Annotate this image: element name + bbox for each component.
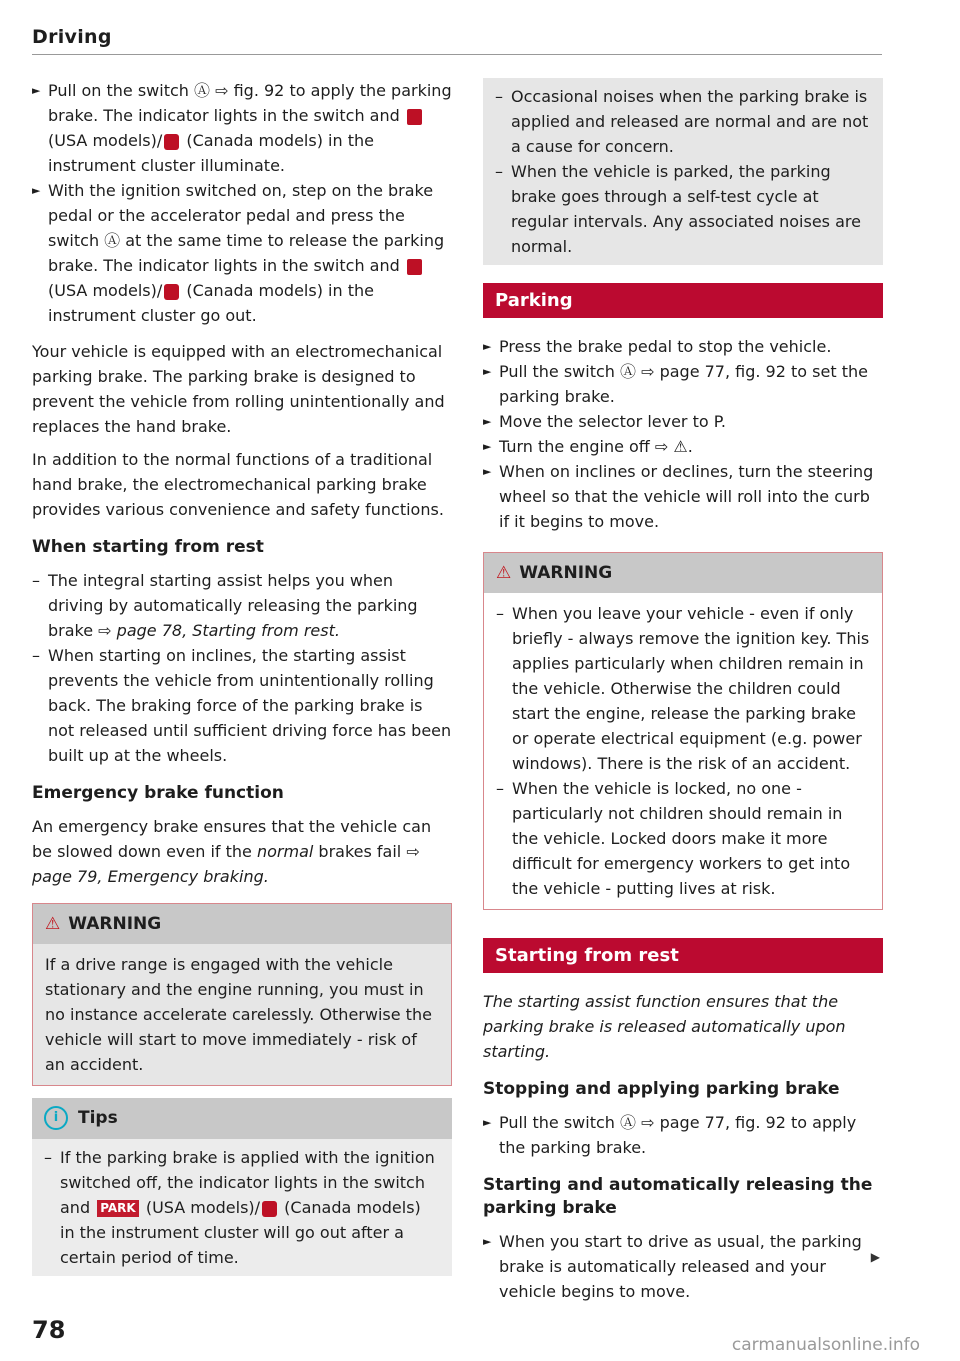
stopping-step: ► Pull the switch Ⓐ ⇨ page 77, fig. 92 to apply the parking brake.	[483, 1110, 883, 1160]
list-item: – When starting on inclines, the starting assist prevents the vehicle from unintentionally rolling back. The braking force of the parking brake is not released until sufficient driving force has been built up at the wheels.	[32, 643, 452, 768]
continue-arrow-icon: ▶	[870, 1250, 880, 1264]
list-item: – When you leave your vehicle - even if only briefly - always remove the ignition key. This applies particularly when children remain in the vehicle. Otherwise the children could start the engine, release the parking brake or operate electrical equipment (e.g. power windows). There is the risk of an accident.	[496, 601, 870, 776]
list-item: – If the parking brake is applied with the ignition switched off, the indicator lights in the switch and PARK (USA models)/ (Canada models) in the instrument cluster will go out after a certain period of time.	[44, 1145, 440, 1270]
paragraph-functions: In addition to the normal functions of a traditional hand brake, the electromechanical parking brake provides various convenience and safety functions.	[32, 450, 444, 519]
auto-release-step: ► When you start to drive as usual, the parking brake is automatically released and your vehicle begins to move.	[483, 1229, 883, 1304]
page-reference-link[interactable]: ⇨ page 79, Emergency braking.	[32, 842, 420, 886]
subheading-emergency-brake: Emergency brake function	[32, 783, 284, 803]
note-box	[483, 78, 883, 265]
page-header: Driving	[32, 26, 112, 48]
right-column	[483, 78, 883, 1304]
park-indicator-icon: PARK	[97, 1200, 139, 1217]
left-column	[32, 78, 452, 1276]
subheading-stopping: Stopping and applying parking brake	[483, 1079, 840, 1099]
parking-step: ► When on inclines or declines, turn the steering wheel so that the vehicle will roll into the curb if it begins to move.	[483, 459, 883, 534]
warning-triangle-icon: ⚠	[45, 914, 61, 934]
paragraph-emergency: An emergency brake ensures that the vehicle can be slowed down even if the normal brakes fail ⇨ page 79, Emergency braking.	[32, 817, 432, 886]
list-item: – The integral starting assist helps you when driving by automatically releasing the parking brake ⇨ page 78, Starting from rest.	[32, 568, 452, 643]
section-intro: The starting assist function ensures that the parking brake is released automatically upon starting.	[483, 992, 846, 1061]
parking-step: ► Turn the engine off ⇨ ⚠.	[483, 434, 883, 459]
parking-brake-canada-indicator-icon	[262, 1201, 277, 1217]
watermark: carmanualsonline.info	[731, 1335, 920, 1355]
section-title-parking: Parking	[483, 283, 883, 318]
list-item: – When the vehicle is parked, the parking brake goes through a self-test cycle at regular intervals. Any associated noises are normal.	[495, 159, 871, 259]
warning-box: ⚠ WARNING If a drive range is engaged with the vehicle stationary and the engine running, you must in no instance accelerate carelessly. Otherwise the vehicle will start to move immediately - risk of an accident.	[32, 903, 452, 1086]
info-icon: i	[44, 1106, 68, 1130]
subheading-starting-from-rest: When starting from rest	[32, 537, 264, 557]
release-step-2: ► With the ignition switched on, step on the brake pedal or the accelerator pedal and press the switch Ⓐ at the same time to release the parking brake. The indicator lights in the switch and (USA models)/ (Canada models) in the instrument cluster go out.	[32, 178, 452, 328]
parking-step: ► Move the selector lever to P.	[483, 409, 883, 434]
parking-brake-usa-indicator-icon	[407, 259, 422, 275]
tips-box: i Tips – If the parking brake is applied with the ignition switched off, the indicator lights in the switch and PARK (USA models)/ (Canada models) in the instrument cluster will go out after a certain period of time.	[32, 1098, 452, 1276]
release-step-1: ► Pull on the switch Ⓐ ⇨ fig. 92 to apply the parking brake. The indicator lights in the switch and (USA models)/ (Canada models) in the instrument cluster illuminate.	[32, 78, 452, 178]
list-item: – When the vehicle is locked, no one - particularly not children should remain in the vehicle. Locked doors make it more difficult for emergency workers to get into the vehicle - putting lives at risk.	[496, 776, 870, 901]
warning-triangle-icon: ⚠	[496, 563, 512, 583]
parking-brake-usa-indicator-icon	[407, 109, 422, 125]
header-divider	[32, 54, 882, 55]
parking-step: ► Pull the switch Ⓐ ⇨ page 77, fig. 92 to set the parking brake.	[483, 359, 883, 409]
warning-box: ⚠ WARNING – When you leave your vehicle - even if only briefly - always remove the ignition key. This applies particularly when children remain in the vehicle. Otherwise the children could start the engine, release the parking brake or operate electrical equipment (e.g. power windows). There is the risk of an accident. – When the vehicle is locked, no one - particularly not children should remain in the vehicle. Locked doors make it more difficult for emergency workers to get into the vehicle - putting lives at risk.	[483, 552, 883, 910]
page-number: 78	[32, 1316, 66, 1344]
section-title-starting: Starting from rest	[483, 938, 883, 973]
subheading-auto-release: Starting and automatically releasing the parking brake	[483, 1175, 873, 1218]
list-item: – Occasional noises when the parking brake is applied and released are normal and are not a cause for concern.	[495, 84, 871, 159]
paragraph-intro: Your vehicle is equipped with an electromechanical parking brake. The parking brake is designed to prevent the vehicle from rolling unintentionally and replaces the hand brake.	[32, 342, 445, 436]
parking-step: ► Press the brake pedal to stop the vehicle.	[483, 334, 883, 359]
parking-brake-canada-indicator-icon	[164, 134, 179, 150]
page-reference-link[interactable]: ⇨ page 78, Starting from rest.	[98, 621, 340, 640]
parking-brake-canada-indicator-icon	[164, 284, 179, 300]
